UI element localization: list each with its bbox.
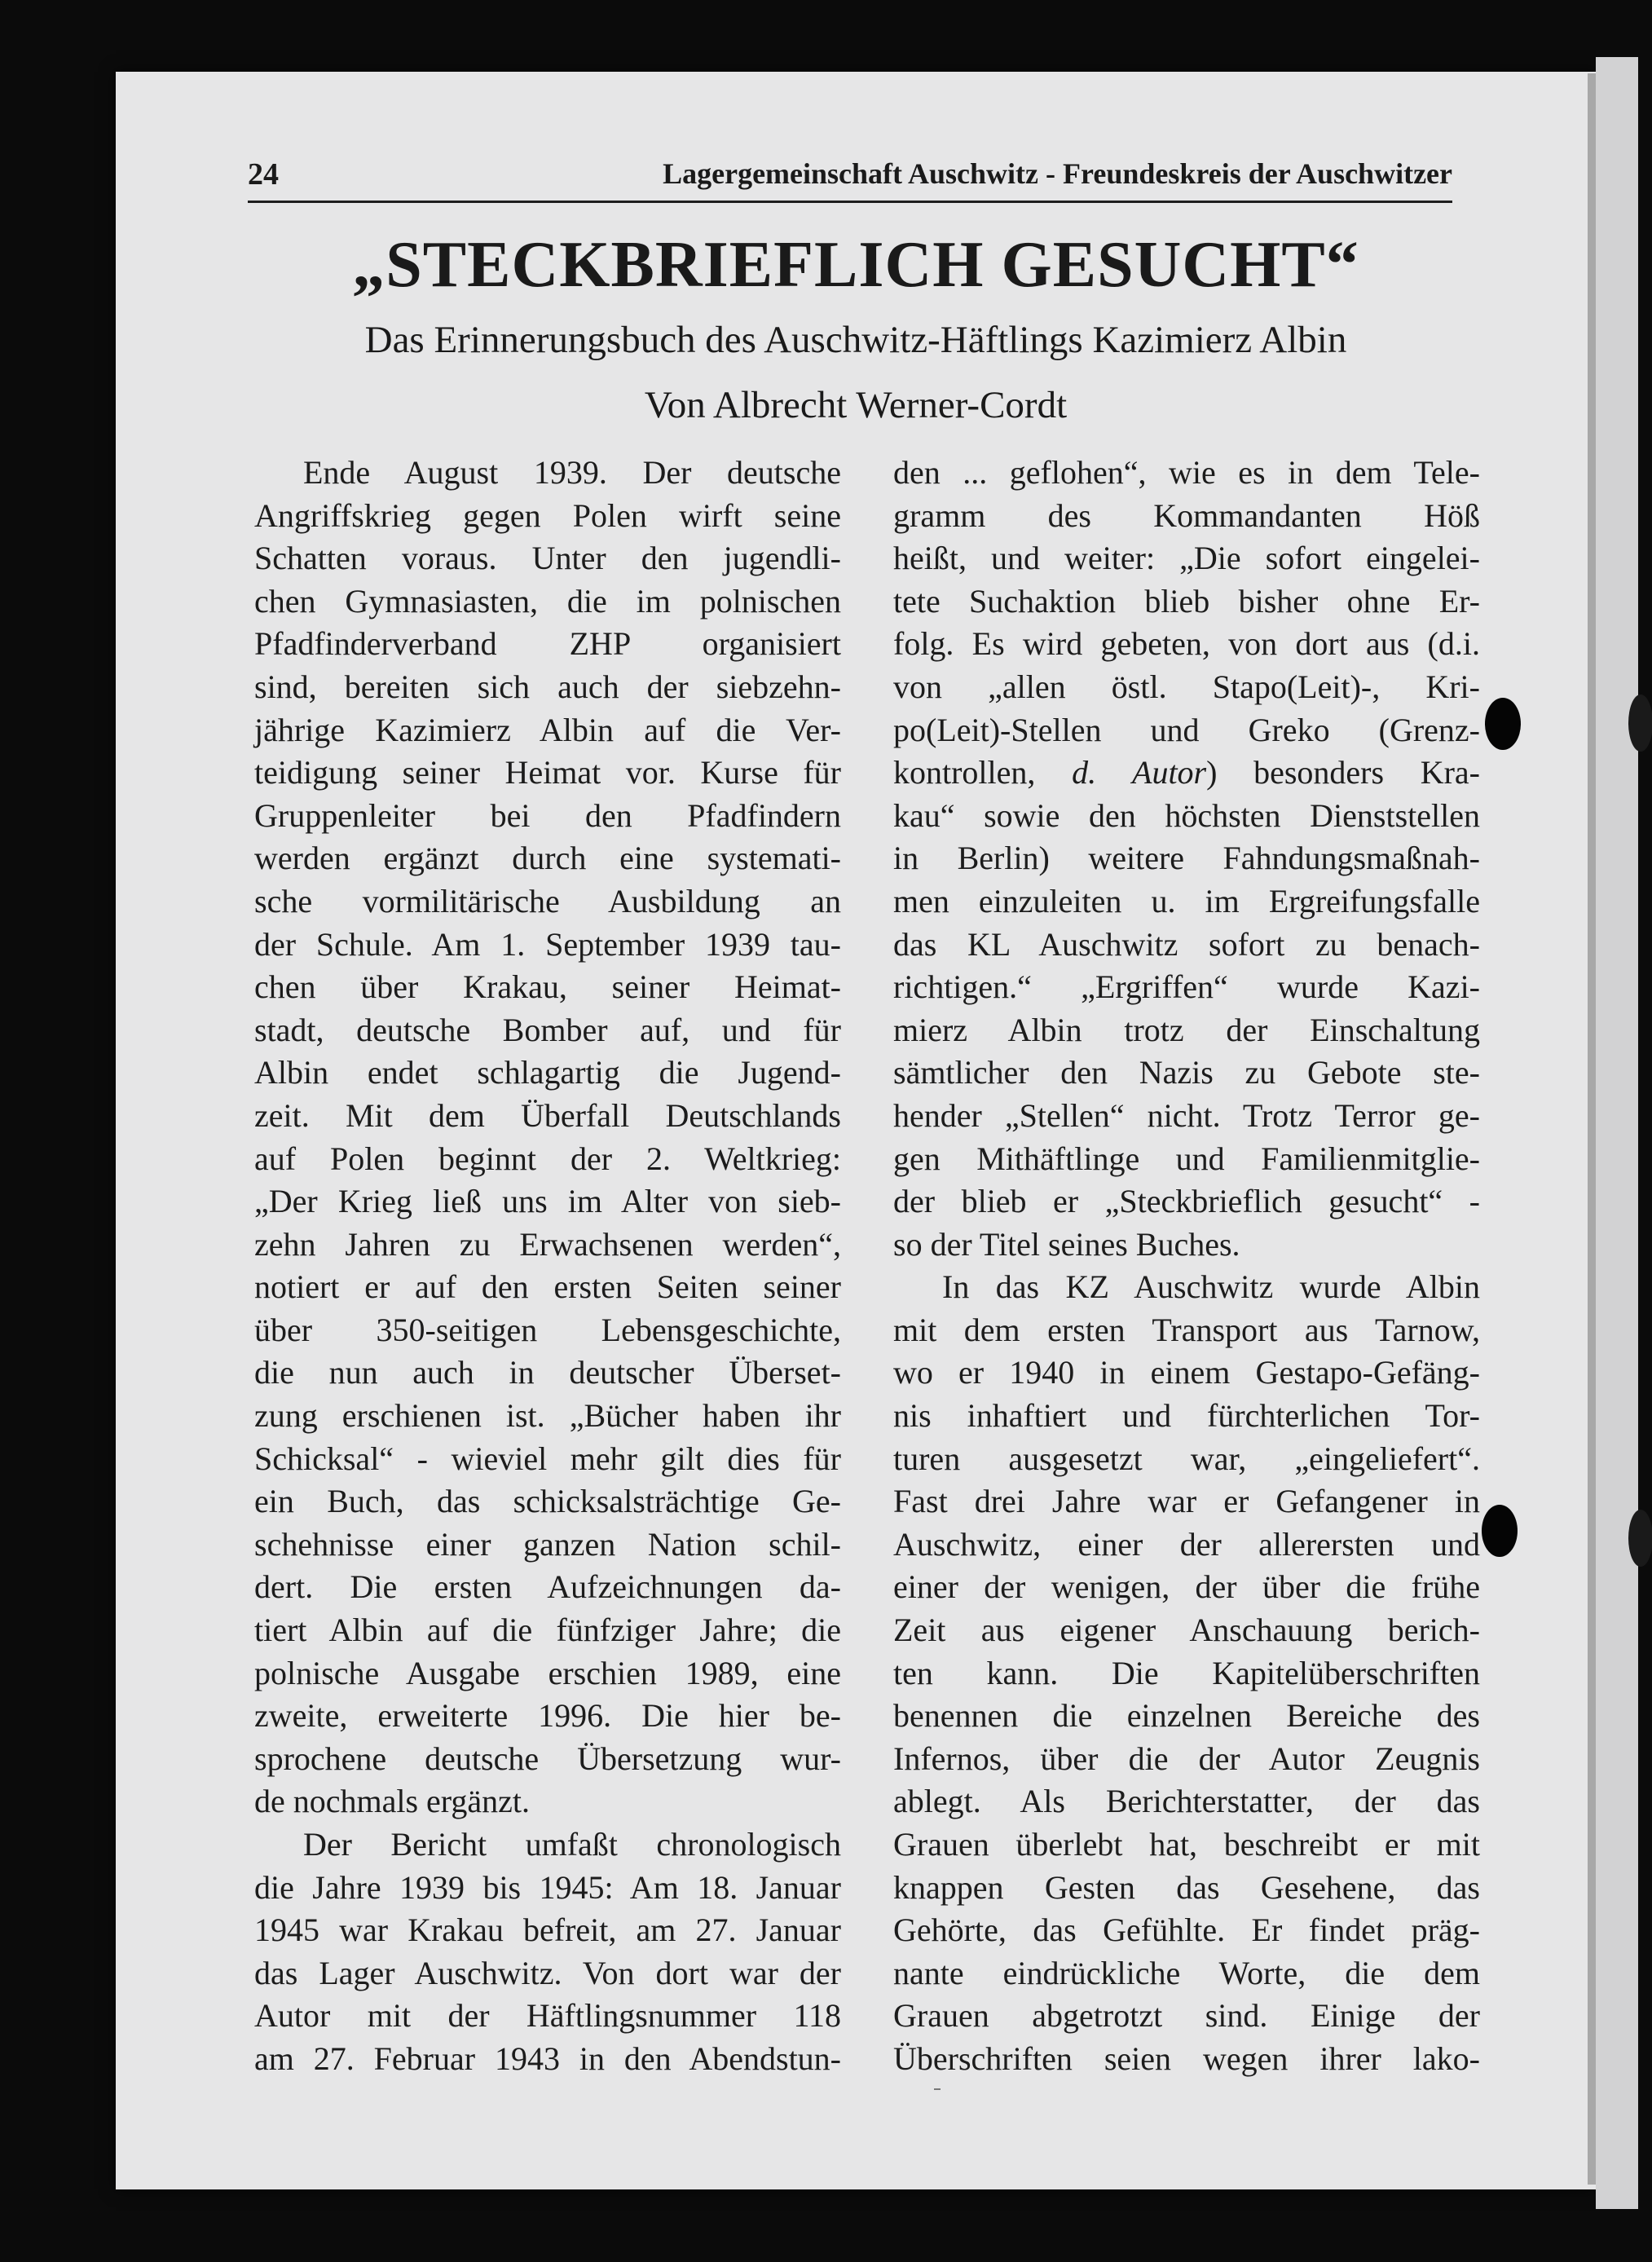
text-line: Autor mit der Häftlingsnummer 118 — [254, 1997, 841, 2035]
punch-hole-upper-adjacent — [1628, 694, 1652, 752]
text-line: so der Titel seines Buches. — [893, 1225, 1240, 1263]
text-line: chen über Krakau, seiner Heimat- — [254, 968, 841, 1006]
text-line: tiert Albin auf die fünfziger Jahre; die — [254, 1612, 841, 1649]
text-line: gramm des Kommandanten Höß — [893, 496, 1480, 534]
text-line: folg. Es wird gebeten, von dort aus (d.i. — [893, 625, 1480, 663]
text-line: zehn Jahren zu Erwachsenen werden“, — [254, 1225, 841, 1263]
text-line: wo er 1940 in einem Gestapo-Gefäng- — [893, 1354, 1480, 1391]
punch-hole-lower-adjacent — [1628, 1510, 1652, 1567]
journal-title: Lagergemeinschaft Auschwitz - Freundeskreis der Auschwitzer — [663, 157, 1452, 190]
text-line: Albin endet schlagartig die Jugend- — [254, 1054, 841, 1091]
text-line: zweite, erweiterte 1996. Die hier be- — [254, 1697, 841, 1735]
text-line: Auschwitz, einer der allerersten und — [893, 1525, 1480, 1563]
text-line: Infernos, über die der Autor Zeugnis — [893, 1739, 1480, 1777]
text-line: chen Gymnasiasten, die im polnischen — [254, 582, 841, 620]
text-line: stadt, deutsche Bomber auf, und für — [254, 1011, 841, 1048]
text-line: kau“ sowie den höchsten Dienststellen — [893, 796, 1480, 834]
text-line: sämtlicher den Nazis zu Gebote ste- — [893, 1054, 1480, 1091]
text-line: Ende August 1939. Der deutsche — [303, 454, 841, 491]
text-line: dert. Die ersten Aufzeichnungen da- — [254, 1568, 841, 1606]
text-line: am 27. Februar 1943 in den Abendstun- — [254, 2039, 841, 2077]
text-line: Angriffskrieg gegen Polen wirft seine — [254, 496, 841, 534]
text-line: sche vormilitärische Ausbildung an — [254, 882, 841, 919]
text-line: werden ergänzt durch eine systemati- — [254, 840, 841, 877]
text-line: das Lager Auschwitz. Von dort war der — [254, 1954, 841, 1991]
text-line: po(Leit)-Stellen und Greko (Grenz- — [893, 711, 1480, 748]
text-line: schehnisse einer ganzen Nation schil- — [254, 1525, 841, 1563]
text-line: Grauen überlebt hat, beschreibt er mit — [893, 1826, 1480, 1863]
text-line: Grauen abgetrotzt sind. Einige der — [893, 1997, 1480, 2035]
text-line: nante eindrückliche Worte, die dem — [893, 1954, 1480, 1991]
punch-hole-lower — [1482, 1505, 1518, 1557]
text-line: turen ausgesetzt war, „eingeliefert“. — [893, 1440, 1480, 1477]
running-header — [248, 155, 1452, 203]
text-line: Pfadfinderverband ZHP organisiert — [254, 625, 841, 663]
text-line: teidigung seiner Heimat vor. Kurse für — [254, 754, 841, 791]
text-line: ten kann. Die Kapitelüberschriften — [893, 1654, 1480, 1691]
text-line: Zeit aus eigener Anschauung berich- — [893, 1612, 1480, 1649]
text-line: auf Polen beginnt der 2. Weltkrieg: — [254, 1140, 841, 1177]
text-line: tete Suchaktion blieb bisher ohne Er- — [893, 582, 1480, 620]
text-line: mierz Albin trotz der Einschaltung — [893, 1011, 1480, 1048]
text-line: das KL Auschwitz sofort zu benach- — [893, 925, 1480, 963]
text-line: sprochene deutsche Übersetzung wur- — [254, 1739, 841, 1777]
text-line: men einzuleiten u. im Ergreifungsfalle — [893, 882, 1480, 919]
text-line: nis inhaftiert und fürchterlichen Tor- — [893, 1397, 1480, 1435]
text-line: zeit. Mit dem Überfall Deutschlands — [254, 1096, 841, 1134]
article-byline: Von Albrecht Werner-Cordt — [644, 384, 1068, 426]
text-line: 1945 war Krakau befreit, am 27. Januar — [254, 1911, 841, 1949]
text-line: knappen Gesten das Gesehene, das — [893, 1868, 1480, 1906]
text-line: heißt, und weiter: „Die sofort eingelei- — [893, 540, 1480, 577]
text-line: Überschriften seien wegen ihrer lako- — [893, 2039, 1480, 2077]
text-line: „Der Krieg ließ uns im Alter von sieb- — [254, 1183, 841, 1220]
article-subtitle: Das Erinnerungsbuch des Auschwitz-Häftlings Kazimierz Albin — [364, 319, 1347, 361]
text-line: zung erschienen ist. „Bücher haben ihr — [254, 1397, 841, 1435]
text-line: kontrollen, d. Autor) besonders Kra- — [893, 754, 1480, 791]
text-line: die Jahre 1939 bis 1945: Am 18. Januar — [254, 1868, 841, 1906]
text-line: hender „Stellen“ nicht. Trotz Terror ge- — [893, 1096, 1480, 1134]
text-line: über 350-seitigen Lebensgeschichte, — [254, 1311, 841, 1348]
text-line: sind, bereiten sich auch der siebzehn- — [254, 668, 841, 705]
page-number: 24 — [248, 157, 279, 192]
text-line: Schatten voraus. Unter den jugendli- — [254, 540, 841, 577]
text-line: In das KZ Auschwitz wurde Albin — [942, 1268, 1480, 1306]
text-line: Gehörte, das Gefühlte. Er findet präg- — [893, 1911, 1480, 1949]
print-mark — [934, 2088, 941, 2090]
text-line: gen Mithäftlinge und Familienmitglie- — [893, 1140, 1480, 1177]
text-column-left — [254, 452, 841, 2081]
text-line: der Schule. Am 1. September 1939 tau- — [254, 925, 841, 963]
text-line: die nun auch in deutscher Überset- — [254, 1354, 841, 1391]
text-line: der blieb er „Steckbrieflich gesucht“ - — [893, 1183, 1480, 1220]
text-line: de nochmals ergänzt. — [254, 1783, 531, 1820]
text-line: ablegt. Als Berichterstatter, der das — [893, 1783, 1480, 1820]
text-line: benennen die einzelnen Bereiche des — [893, 1697, 1480, 1735]
text-line: jährige Kazimierz Albin auf die Ver- — [254, 711, 841, 748]
text-line: einer der wenigen, der über die frühe — [893, 1568, 1480, 1606]
text-line: den ... geflohen“, wie es in dem Tele- — [893, 454, 1480, 491]
text-line: Der Bericht umfaßt chronologisch — [303, 1826, 841, 1863]
text-line: von „allen östl. Stapo(Leit)-, Kri- — [893, 668, 1480, 705]
text-line: mit dem ersten Transport aus Tarnow, — [893, 1311, 1480, 1348]
text-line: in Berlin) weitere Fahndungsmaßnah- — [893, 840, 1480, 877]
punch-hole-upper — [1485, 698, 1521, 750]
text-line: Gruppenleiter bei den Pfadfindern — [254, 796, 841, 834]
text-column-right — [893, 452, 1480, 2081]
text-line: richtigen.“ „Ergriffen“ wurde Kazi- — [893, 968, 1480, 1006]
text-line: polnische Ausgabe erschien 1989, eine — [254, 1654, 841, 1691]
article-headline: „STECKBRIEFLICH GESUCHT“ — [352, 229, 1359, 301]
text-line: Fast drei Jahre war er Gefangener in — [893, 1483, 1480, 1520]
adjacent-page-edge — [1596, 57, 1638, 2209]
text-line: notiert er auf den ersten Seiten seiner — [254, 1268, 841, 1306]
text-line: Schicksal“ - wieviel mehr gilt dies für — [254, 1440, 841, 1477]
text-line: ein Buch, das schicksalsträchtige Ge- — [254, 1483, 841, 1520]
